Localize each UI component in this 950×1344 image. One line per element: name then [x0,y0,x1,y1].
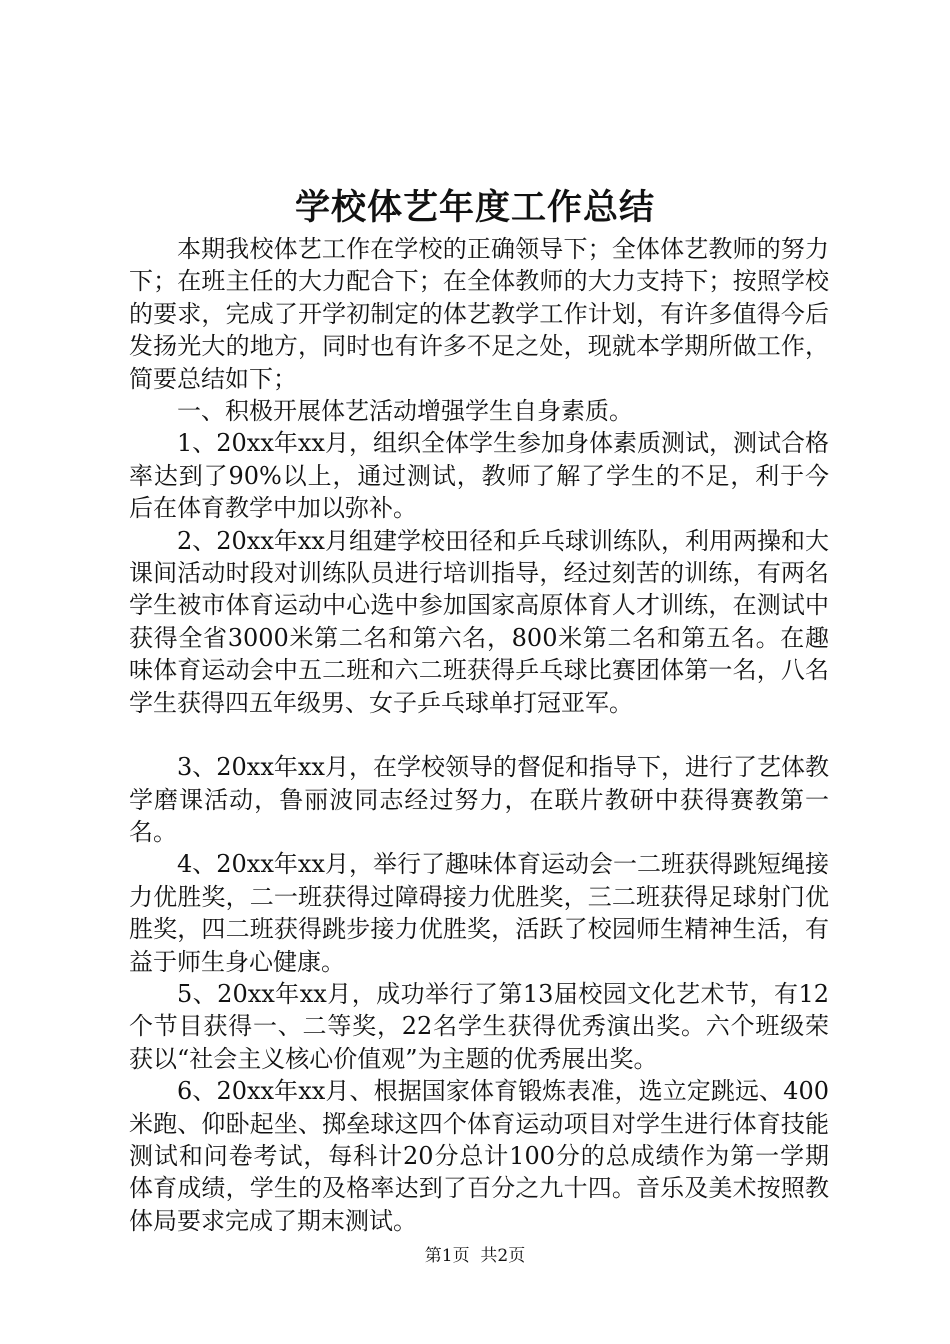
paragraph-item-3: 3、20xx年xx月，在学校领导的督促和指导下，进行了艺体教学磨课活动，鲁丽波同志经过努力，在联片教研中获得赛教第一名。 [129,753,829,846]
paragraph-item-6: 6、20xx年xx月、根据国家体育锻炼表准，选立定跳远、400米跑、仰卧起坐、掷垒球这四个体育运动项目对学生进行体育技能测试和问卷考试，每科计20分总计100分的总成绩作为第一学期体育成绩，学生的及格率达到了百分之九十四。音乐及美术按照教体局要求完成了期末测试。 [129,1077,829,1235]
paragraph-item-4: 4、20xx年xx月，举行了趣味体育运动会一二班获得跳短绳接力优胜奖，二一班获得过障碍接力优胜奖，三二班获得足球射门优胜奖，四二班获得跳步接力优胜奖，活跃了校园师生精神生活，有益于师生身心健康。 [129,850,829,976]
paragraph-intro: 本期我校体艺工作在学校的正确领导下；全体体艺教师的努力下；在班主任的大力配合下；在全体教师的大力支持下；按照学校的要求，完成了开学初制定的体艺教学工作计划，有许多值得今后发扬光大的地方，同时也有许多不足之处，现就本学期所做工作，简要总结如下； [129,235,829,393]
document-title: 学校体艺年度工作总结 [294,187,655,228]
page-number-label: 第1页 共2页 [424,1246,526,1266]
paragraph-item-1: 1、20xx年xx月，组织全体学生参加身体素质测试，测试合格率达到了90%以上，通过测试，教师了解了学生的不足，利于今后在体育教学中加以弥补。 [129,429,829,523]
paragraph-item-5: 5、20xx年xx月，成功举行了第13届校园文化艺术节，有12个节目获得一、二等奖，22名学生获得优秀演出奖。六个班级荣获以“社会主义核心价值观”为主题的优秀展出奖。 [129,979,829,1073]
paragraph-item-2: 2、20xx年xx月组建学校田径和乒乓球训练队，利用两操和大课间活动时段对训练队员进行培训指导，经过刻苦的训练，有两名学生被市体育运动中心选中参加国家高原体育人才训练，在测试中获得全省3000米第二名和第六名，800米第二名和第五名。在趣味体育运动会中五二班和六二班获得乒乓球比赛团体第一名，八名学生获得四五年级男、女子乒乓球单打冠亚军。 [129,526,829,717]
page-footer [0,1244,950,1268]
paragraph-section-heading: 一、积极开展体艺活动增强学生自身素质。 [177,397,633,426]
document-body [129,233,829,1237]
